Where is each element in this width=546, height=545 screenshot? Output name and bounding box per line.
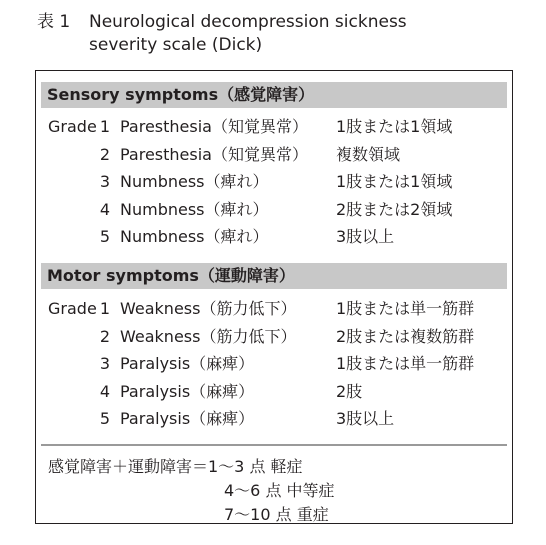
extent: 1肢または単一筋群 [336, 354, 475, 373]
grade-number: 5 [99, 227, 110, 246]
grade-number: 2 [99, 327, 110, 346]
symptom: Paralysis（麻痺） [120, 409, 255, 428]
extent: 1肢または1領域 [336, 117, 453, 136]
scoring-line-3: 7〜10 点 重症 [224, 505, 329, 524]
sensory-section-header: Sensory symptoms（感覚障害） [41, 82, 507, 108]
extent: 3肢以上 [336, 227, 395, 246]
table-title-line-1: Neurological decompression sickness [89, 12, 407, 32]
table-caption [37, 11, 407, 57]
motor-row-2 [36, 324, 512, 350]
grade-number: 2 [99, 145, 110, 164]
extent: 1肢または単一筋群 [336, 299, 475, 318]
motor-row-3 [36, 351, 512, 377]
scoring-line-1: 感覚障害＋運動障害＝1〜3 点 軽症 [48, 457, 303, 476]
sensory-row-3 [36, 169, 512, 195]
symptom: Numbness（痺れ） [120, 227, 269, 246]
extent: 2肢 [336, 382, 363, 401]
motor-row-4 [36, 379, 512, 405]
sensory-row-5 [36, 224, 512, 250]
table-number: 表 1 [37, 12, 71, 32]
sensory-row-2 [36, 142, 512, 168]
grade-number: 4 [99, 382, 110, 401]
motor-section-header: Motor symptoms（運動障害） [41, 263, 507, 289]
extent: 2肢または2領域 [336, 200, 453, 219]
divider [41, 444, 507, 446]
symptom: Paralysis（麻痺） [120, 354, 255, 373]
extent: 1肢または1領域 [336, 172, 453, 191]
symptom: Paresthesia（知覚異常） [120, 117, 308, 136]
grade-number: 4 [99, 200, 110, 219]
symptom: Paresthesia（知覚異常） [120, 145, 308, 164]
extent: 3肢以上 [336, 409, 395, 428]
grade-number: 5 [99, 409, 110, 428]
grade-number: 1 [99, 117, 110, 136]
grade-number: 3 [99, 354, 110, 373]
table-title-line-2: severity scale (Dick) [89, 35, 263, 55]
grade-label: Grade [48, 299, 97, 318]
symptom: Numbness（痺れ） [120, 200, 269, 219]
symptom: Weakness（筋力低下） [120, 299, 297, 318]
caption-line-1 [37, 11, 407, 34]
grade-number: 3 [99, 172, 110, 191]
motor-row-5 [36, 406, 512, 432]
grade-label: Grade [48, 117, 97, 136]
symptom: Weakness（筋力低下） [120, 327, 297, 346]
extent: 複数領域 [336, 145, 401, 164]
severity-table [35, 70, 513, 524]
sensory-row-1 [36, 114, 512, 140]
grade-number: 1 [99, 299, 110, 318]
sensory-row-4 [36, 197, 512, 223]
motor-row-1 [36, 296, 512, 322]
scoring-line-2: 4〜6 点 中等症 [224, 481, 335, 500]
symptom: Numbness（痺れ） [120, 172, 269, 191]
symptom: Paralysis（麻痺） [120, 382, 255, 401]
extent: 2肢または複数筋群 [336, 327, 475, 346]
